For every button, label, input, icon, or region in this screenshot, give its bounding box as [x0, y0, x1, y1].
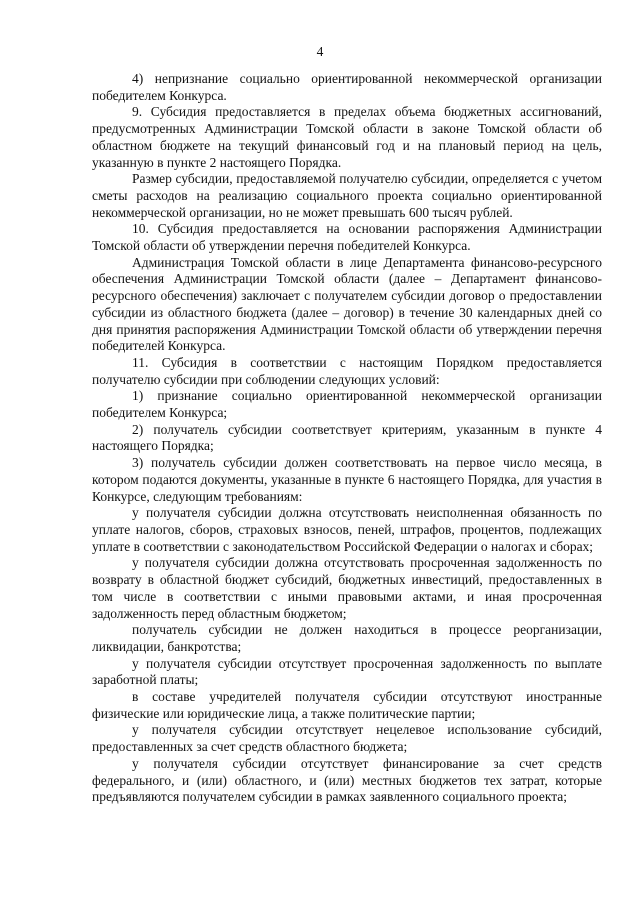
paragraph: в составе учредителей получателя субсидии отсутствуют иностранные физические или юридические лица, а также политические партии; [92, 689, 602, 721]
page-number: 4 [316, 44, 324, 59]
paragraph: 9. Субсидия предоставляется в пределах объема бюджетных ассигнований, предусмотренных Администрации Томской области в законе Томской области об областном бюджете на текущий финансовый год и на плановый период на цель, указанную в пункте 2 настоящего Порядка. [92, 104, 602, 170]
paragraph: Размер субсидии, предоставляемой получателю субсидии, определяется с учетом сметы расходов на реализацию социального проекта социально ориентированной некоммерческой организации, но не может превышать 600 тысяч рублей. [92, 171, 602, 220]
paragraph: у получателя субсидии отсутствует финансирование за счет средств федерального, и (или) областного, и (или) местных бюджетов тех затрат, которые предъявляются получателем субсидии в рамках заявленного социального проекта; [92, 755, 602, 805]
paragraph: у получателя субсидии отсутствует просроченная задолженность по выплате заработной платы; [92, 655, 602, 688]
paragraph: Администрация Томской области в лице Департамента финансово-ресурсного обеспечения Администрации Томской области (далее – Департамент финансово-ресурсного обеспечения) заключает с получателем субсидии договор о предоставлении субсидии из областного бюджета (далее – договор) в течение 30 календарных дней со дня принятия распоряжения Администрации Томской области об утверждении перечня победителей Конкурса. [92, 254, 602, 354]
document-body [92, 71, 602, 806]
paragraph: 2) получатель субсидии соответствует критериям, указанным в пункте 4 настоящего Порядка; [92, 421, 602, 454]
paragraph: 11. Субсидия в соответствии с настоящим Порядком предоставляется получателю субсидии при соблюдении следующих условий: [92, 354, 602, 387]
paragraph: 1) признание социально ориентированной некоммерческой организации победителем Конкурса; [92, 388, 602, 421]
paragraph: у получателя субсидии должна отсутствовать неисполненная обязанность по уплате налогов, сборов, страховых взносов, пеней, штрафов, процентов, подлежащих уплате в соответствии с законодательством Российской Федерации о налогах и сборах; [92, 505, 602, 554]
paragraph: у получателя субсидии должна отсутствовать просроченная задолженность по возврату в областной бюджет субсидий, бюджетных инвестиций, предоставленных в том числе в соответствии с иными правовыми актами, и иная просроченная задолженность перед областным бюджетом; [92, 555, 602, 621]
paragraph: 3) получатель субсидии должен соответствовать на первое число месяца, в котором подаются документы, указанные в пункте 6 настоящего Порядка, для участия в Конкурсе, следующим требованиям: [92, 455, 602, 504]
paragraph: получатель субсидии не должен находиться в процессе реорганизации, ликвидации, банкротства; [92, 622, 602, 654]
paragraph: 10. Субсидия предоставляется на основании распоряжения Администрации Томской области об утверждении перечня победителей Конкурса. [92, 221, 602, 254]
paragraph: 4) непризнание социально ориентированной некоммерческой организации победителем Конкурса. [92, 71, 602, 103]
paragraph: у получателя субсидии отсутствует нецелевое использование субсидий, предоставленных за счет средств областного бюджета; [92, 722, 602, 755]
